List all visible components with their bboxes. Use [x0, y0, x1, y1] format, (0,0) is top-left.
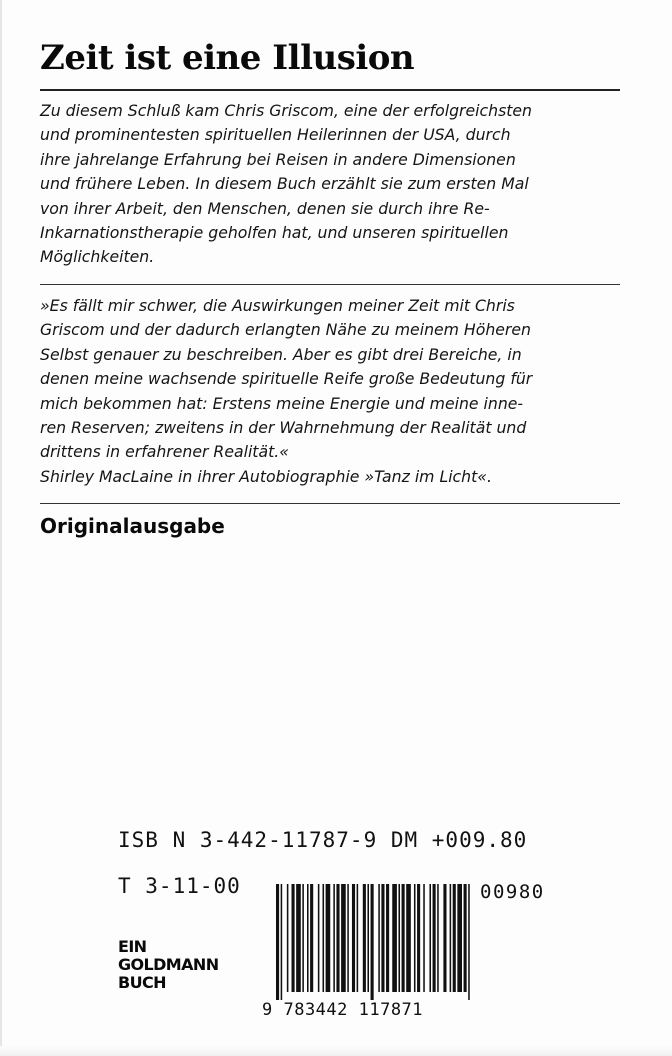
page-edge: [0, 0, 2, 1056]
quote-line: ren Reserven; zweitens in der Wahrnehmung der Realität und: [40, 418, 527, 438]
page-edge-bottom: [0, 1046, 672, 1056]
blurb-line: von ihrer Arbeit, den Menschen, denen sie durch ihre Re-: [40, 198, 490, 218]
barcode-icon: [270, 884, 550, 1000]
barcode-bar: [341, 884, 346, 992]
quote-line: denen meine wachsende spirituelle Reife große Bedeutung für: [40, 369, 533, 389]
barcode-bar: [302, 884, 304, 992]
catalog-code: T 3-11-00: [118, 874, 241, 898]
barcode-bar: [468, 884, 470, 1000]
barcode-bar: [429, 884, 431, 992]
barcode-bar: [450, 884, 452, 992]
blurb-line: ihre jahrelange Erfahrung bei Reisen in andere Dimensionen: [40, 149, 516, 169]
quote-line: Selbst genauer zu beschreiben. Aber es gibt drei Bereiche, in: [40, 344, 522, 364]
barcode-bar: [417, 884, 420, 992]
barcode-bar: [464, 884, 467, 992]
barcode-bar: [386, 884, 389, 992]
barcode-bar: [443, 884, 446, 992]
publisher-logo: [118, 938, 219, 992]
price-code: 00980: [480, 881, 545, 903]
edition-label: Originalausgabe: [40, 514, 225, 538]
barcode-bar: [453, 884, 456, 992]
barcode-bar: [402, 884, 405, 992]
barcode-bar: [371, 884, 374, 1000]
publisher-line: BUCH: [118, 973, 166, 992]
book-title: Zeit ist eine Illusion: [40, 38, 415, 78]
barcode-bar: [398, 884, 400, 992]
barcode-bar: [363, 884, 366, 992]
barcode-bar: [457, 884, 462, 992]
isbn-line: ISB N 3-442-11787-9 DM +009.80: [118, 828, 528, 852]
barcode-bar: [310, 884, 313, 992]
blurb-line: und frühere Leben. In diesem Buch erzählt sie zum ersten Mal: [40, 174, 529, 194]
quote-line: mich bekommen hat: Erstens meine Energie und meine inne-: [40, 393, 524, 413]
barcode-bar: [414, 884, 416, 992]
barcode-bar: [433, 884, 436, 992]
barcode-bar: [281, 884, 283, 1000]
barcode-bar: [296, 884, 301, 992]
barcode-bar: [423, 884, 425, 992]
barcode-bar: [347, 884, 349, 992]
barcode-bar: [392, 884, 397, 992]
barcode-bar: [381, 884, 384, 992]
blurb-paragraph: [40, 99, 620, 270]
barcode-number: 9 783442 117871: [262, 1000, 424, 1020]
barcode-bar: [378, 884, 380, 992]
blurb-line: Inkarnationstherapie geholfen hat, und unseren spirituellen: [40, 223, 509, 243]
barcode-bar: [357, 884, 359, 992]
barcode-bar: [292, 884, 295, 992]
barcode-bar: [336, 884, 339, 992]
blurb-line: Möglichkeiten.: [40, 247, 155, 267]
quote-paragraph: [40, 294, 620, 489]
barcode-bar: [323, 884, 325, 992]
barcode-bar: [318, 884, 320, 992]
barcode-bar: [437, 884, 439, 992]
barcode-bar: [326, 884, 331, 992]
barcode-bar: [333, 884, 335, 992]
quote-attribution: Shirley MacLaine in ihrer Autobiographie »Tanz im Licht«.: [40, 466, 492, 486]
quote-line: drittens in erfahrener Realität.«: [40, 442, 289, 462]
barcode-bar: [352, 884, 355, 992]
barcode-bar: [406, 884, 411, 992]
quote-line: »Es fällt mir schwer, die Auswirkungen meiner Zeit mit Chris: [40, 296, 515, 315]
barcode-bar: [307, 884, 309, 992]
blurb-line: und prominentesten spirituellen Heilerinnen der USA, durch: [40, 125, 511, 145]
blurb-line: Zu diesem Schluß kam Chris Griscom, eine der erfolgreichsten: [40, 101, 532, 120]
barcode-bar: [287, 884, 289, 992]
blurb-divider: [40, 284, 620, 285]
publisher-line: EIN: [118, 937, 147, 956]
quote-line: Griscom und der dadurch erlangten Nähe zu meinem Höheren: [40, 320, 531, 340]
barcode-bar: [276, 884, 279, 1000]
quote-divider: [40, 503, 620, 504]
barcode-bar: [367, 884, 369, 992]
title-divider: [40, 89, 620, 91]
publisher-line: GOLDMANN: [118, 955, 219, 974]
